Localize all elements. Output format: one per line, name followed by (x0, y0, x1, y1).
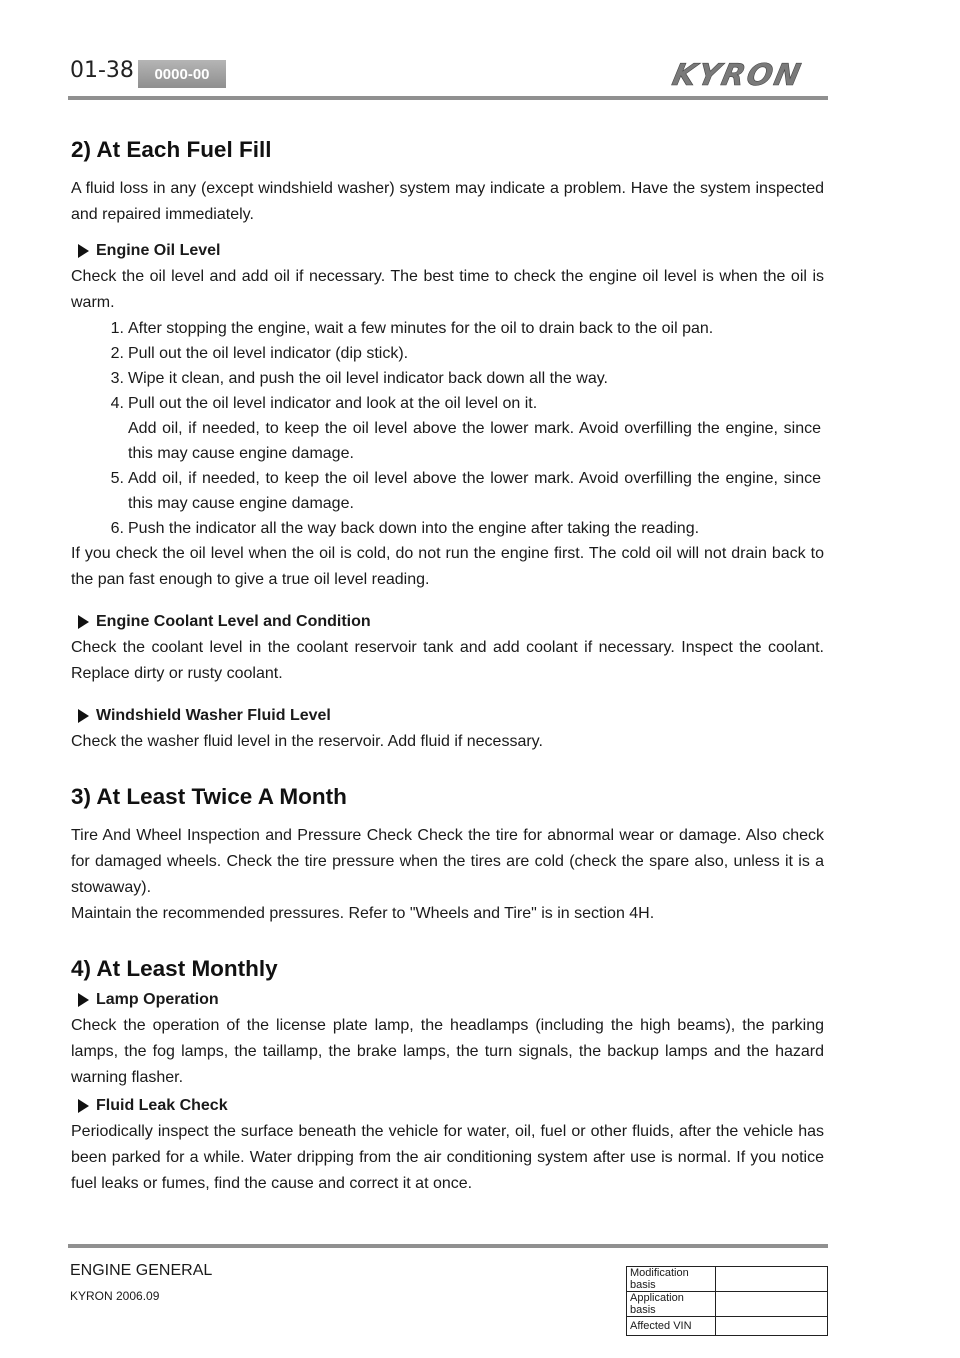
basis-value (716, 1317, 828, 1336)
step-number: 4. (110, 395, 124, 412)
step-number: 6. (110, 520, 124, 537)
steps-list (71, 316, 824, 541)
triangle-bullet-icon (78, 615, 89, 629)
paragraph: Check the washer fluid level in the reservoir. Add fluid if necessary. (71, 733, 543, 750)
section (71, 781, 824, 927)
step-number: 5. (110, 470, 124, 487)
page-content (71, 134, 824, 1197)
footer-subtitle: KYRON 2006.09 (70, 1289, 160, 1303)
subsection-heading (78, 1093, 824, 1119)
section-title: 2) At Each Fuel Fill (71, 137, 272, 162)
subsection-heading-text: Engine Coolant Level and Condition (96, 613, 371, 630)
basis-label: Modification basis (627, 1267, 716, 1292)
step-text: After stopping the engine, wait a few minutes for the oil to drain back to the oil pan. (128, 320, 714, 337)
table-row (627, 1292, 828, 1317)
step-number: 3. (110, 370, 124, 387)
subsection-heading-text: Engine Oil Level (96, 242, 221, 259)
subsection-heading-text: Lamp Operation (96, 991, 219, 1008)
list-item (71, 466, 824, 516)
paragraph: If you check the oil level when the oil is cold, do not run the engine first. The cold oil will not drain back to the pan fast enough to give a true oil level reading. (71, 545, 824, 588)
basis-table (626, 1266, 828, 1336)
basis-value (716, 1292, 828, 1317)
footer-rule (68, 1244, 828, 1248)
step-text: Pull out the oil level indicator and look at the oil level on it. (128, 395, 538, 412)
step-text: Push the indicator all the way back down into the engine after taking the reading. (128, 520, 700, 537)
basis-label: Affected VIN (627, 1317, 716, 1336)
paragraph: Maintain the recommended pressures. Refer to "Wheels and Tire" is in section 4H. (71, 905, 655, 922)
subsection-heading-text: Fluid Leak Check (96, 1097, 228, 1114)
kyron-wordmark-icon (646, 58, 828, 94)
page-number: 01-38 (70, 58, 134, 83)
list-item (71, 316, 824, 341)
list-item (71, 341, 824, 366)
subsection-heading-text: Windshield Washer Fluid Level (96, 707, 331, 724)
basis-value (716, 1267, 828, 1292)
step-text: Pull out the oil level indicator (dip stick). (128, 345, 409, 362)
paragraph: Check the oil level and add oil if necessary. The best time to check the engine oil level is when the oil is warm. (71, 268, 824, 311)
table-row (627, 1317, 828, 1336)
subsection-heading (78, 609, 824, 635)
subsection-heading (78, 987, 824, 1013)
list-item (71, 516, 824, 541)
basis-label: Application basis (627, 1292, 716, 1317)
footer-title: ENGINE GENERAL (70, 1262, 213, 1279)
paragraph: Check the operation of the license plate lamp, the headlamps (including the high beams), the parking lamps, the fog lamps, the taillamp, the brake lamps, the turn signals, the backup lamps and the hazard warning flasher. (71, 1017, 824, 1086)
section (71, 953, 824, 1197)
section-intro: A fluid loss in any (except windshield washer) system may indicate a problem. Have the system inspected and repaired immediately. (71, 180, 824, 223)
triangle-bullet-icon (78, 244, 89, 258)
section-title: 3) At Least Twice A Month (71, 784, 347, 809)
section-title: 4) At Least Monthly (71, 956, 278, 981)
triangle-bullet-icon (78, 709, 89, 723)
paragraph: Periodically inspect the surface beneath the vehicle for water, oil, fuel or other fluids, after the vehicle has been parked for a while. Water dripping from the air conditioning system after use is normal. If you notice fuel leaks or fumes, find the cause and correct it at once. (71, 1123, 824, 1192)
list-item (71, 391, 824, 466)
step-number: 2. (110, 345, 124, 362)
triangle-bullet-icon (78, 993, 89, 1007)
list-item (71, 366, 824, 391)
step-text: Add oil, if needed, to keep the oil level above the lower mark. Avoid overfilling the engine, since this may cause engine damage. (128, 470, 821, 512)
header-rule (68, 96, 828, 100)
triangle-bullet-icon (78, 1099, 89, 1113)
table-row (627, 1267, 828, 1292)
step-number: 1. (110, 320, 124, 337)
subsection-heading (78, 238, 824, 264)
paragraph: Check the coolant level in the coolant reservoir tank and add coolant if necessary. Inspect the coolant. Replace dirty or rusty coolant. (71, 639, 824, 682)
step-text: Wipe it clean, and push the oil level indicator back down all the way. (128, 370, 608, 387)
step-note: Add oil, if needed, to keep the oil level above the lower mark. Avoid overfilling the engine, since this may cause engine damage. (128, 420, 821, 462)
logo-text: KYRON (669, 58, 806, 93)
paragraph: Tire And Wheel Inspection and Pressure Check Check the tire for abnormal wear or damage. Also check for damaged wheels. Check the tire pressure when the tires are cold (check the spare also, unless it is a stowaway). (71, 827, 824, 896)
section-code-badge: 0000-00 (138, 60, 226, 88)
subsection-heading (78, 703, 824, 729)
